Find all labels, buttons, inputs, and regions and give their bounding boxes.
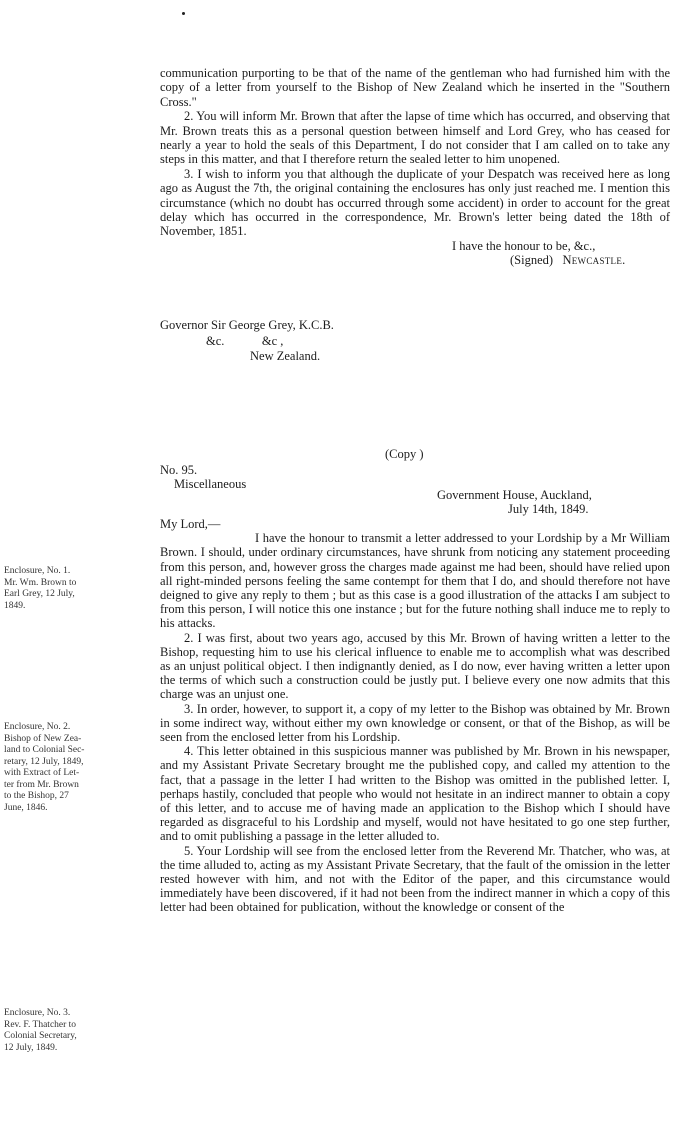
- signatory-name: Newcastle.: [562, 253, 626, 268]
- signed-label: (Signed): [510, 253, 554, 268]
- note-line: ter from Mr. Brown: [4, 779, 79, 790]
- paragraph-3: 3. I wish to inform you that although the duplicate of your Despatch was received here as long ago as August the 7th, the original containing the enclosures has only just reached me. I mention this circumstance (which no doubt has occurred through some accident) in order to account for the great delay which has occurred in the correspondence, Mr. Brown's letter being dated the 18th of November, 1851.: [160, 166, 670, 239]
- letter-place: Government House, Auckland,: [437, 488, 592, 502]
- letter-body: [160, 517, 670, 915]
- despatch-number-block: [160, 463, 246, 491]
- addressee-line-1: Governor Sir George Grey, K.C.B.: [160, 318, 334, 332]
- note-line: 1849.: [4, 600, 26, 611]
- letter-paragraph-1: I have the honour to transmit a letter addressed to your Lordship by a Mr William Brown. I should, under ordinary circumstances, have shrunk from noticing any statement proceeding from this person, and, however gross the charges made against me had been, should have relied upon all right-minded persons feeling the same contempt for them that I do, and should therefore not have deigned to give any reply to them ; but as this case is a good illustration of the attacks I am subject to from this person, I will notice this one instance ; but for the future nothing shall induce me to reply to his attacks.: [160, 531, 670, 631]
- addressee-line-3: New Zealand.: [250, 349, 321, 363]
- note-line: Enclosure, No. 2.: [4, 722, 71, 732]
- note-line: Bishop of New Zea-: [4, 733, 82, 744]
- note-line: Enclosure, No. 1.: [4, 566, 71, 576]
- note-line: June, 1846.: [4, 802, 48, 813]
- paragraph-continued: communication purporting to be that of the name of the gentleman who had furnished him with the copy of a letter from yourself to the Bishop of New Zealand which he inserted in the "Southern Cross.": [160, 66, 670, 109]
- note-line: retary, 12 July, 1849,: [4, 756, 84, 767]
- letter-paragraph-5: 5. Your Lordship will see from the enclosed letter from the Reverend Mr. Thatcher, who was, at the time alluded to, acting as my Assistant Private Secretary, that the fault of the omission in the letter rested however with him, and not with the Editor of the paper, and this circumstance would immediately have been discovered, if it had not been from the indirect manner in which a copy of this letter had been obtained for publication, without the knowledge or consent of the: [160, 843, 670, 915]
- despatch-number: No. 95.: [160, 463, 198, 477]
- note-line: Rev. F. Thatcher to: [4, 1019, 77, 1030]
- paragraph-2: 2. You will inform Mr. Brown that after the lapse of time which has occurred, and observing that Mr. Brown treats this as a personal question between himself and Lord Grey, who has ceased for nearly a year to hold the seals of this Department, I do not consider that I am called on to take any steps in this matter, and that I therefore return the sealed letter to him unopened.: [160, 109, 670, 167]
- note-line: Enclosure, No. 3.: [4, 1008, 71, 1018]
- copy-label: (Copy ): [385, 447, 424, 461]
- addressee-line-2: &c. &c ,: [206, 333, 284, 348]
- letter-paragraph-4: 4. This letter obtained in this suspicious manner was published by Mr. Brown in his newspaper, and my Assistant Private Secretary brought me the published copy, and called my attention to the fact, that a passage in the letter I had written to the Bishop was omitted in the published letter. I, perhaps hastily, concluded that people who would not hesitate in an indirect manner to obtain a copy of this letter, and to accuse me of having made an application to the Bishop which I should have regarded as disgraceful to his Lordship and myself, would not have hesitated to go one step further, and to omit publishing a passage in the letter alluded to.: [160, 744, 670, 844]
- note-line: with Extract of Let-: [4, 768, 80, 778]
- margin-note-enclosure-1: [4, 566, 154, 612]
- note-line: land to Colonial Sec-: [4, 745, 85, 755]
- addressee-block: [160, 318, 334, 365]
- closing-line: I have the honour to be, &c.,: [452, 238, 596, 253]
- note-line: to the Bishop, 27: [4, 791, 69, 801]
- margin-note-enclosure-2: [4, 722, 154, 814]
- previous-letter-body: [160, 66, 670, 268]
- letter-date: July 14th, 1849.: [508, 502, 589, 516]
- note-line: Earl Grey, 12 July,: [4, 589, 75, 599]
- signature-line: [160, 253, 670, 267]
- letter-paragraph-2: 2. I was first, about two years ago, accused by this Mr. Brown of having written a letter to the Bishop, requesting him to use his clerical influence to enable me to accomplish what was described as an unjust political object. I then indignantly denied, as I do now, ever having written a letter upon the terms of which such a construction could be justly put. I believe every one now admits that this charge was an unjust one.: [160, 630, 670, 702]
- letter-paragraph-3: 3. In order, however, to support it, a copy of my letter to the Bishop was obtained by Mr. Brown in some indirect way, without either my own knowledge or consent, or that of the Bishop, as will be seen from the enclosed letter from his Lordship.: [160, 701, 670, 745]
- salutation: My Lord,—: [160, 517, 221, 531]
- note-line: 12 July, 1849.: [4, 1042, 58, 1053]
- note-line: Mr. Wm. Brown to: [4, 577, 77, 588]
- page-mark: [182, 12, 185, 15]
- note-line: Colonial Secretary,: [4, 1031, 77, 1041]
- margin-note-enclosure-3: [4, 1008, 154, 1054]
- despatch-category: Miscellaneous: [174, 477, 247, 491]
